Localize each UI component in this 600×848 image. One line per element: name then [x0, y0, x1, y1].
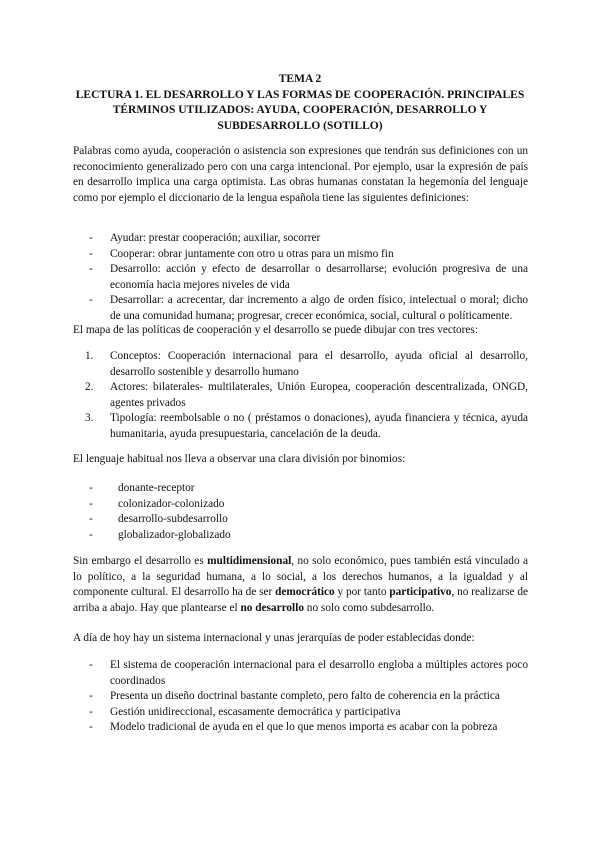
vectors-list: [73, 349, 528, 442]
list-item: - globalizador-globalizado: [89, 528, 231, 541]
list-item: - desarrollo-subdesarrollo: [89, 513, 228, 525]
list-item: - Presenta un diseño doctrinal bastante completo, pero falto de coherencia en la práctica: [89, 690, 500, 702]
heading-line: LECTURA 1. EL DESARROLLO Y LAS FORMAS DE COOPERACIÓN. PRINCIPALES: [75, 88, 525, 101]
system-list: [73, 658, 528, 736]
list-item: - Modelo tradicional de ayuda en el que lo que menos importa es acabar con la pobreza: [89, 721, 498, 733]
multidimensional-paragraph: Sin embargo el desarrollo es multidimensional, no solo económico, pues también está vinculado a lo político, a la seguridad humana, a lo social, a los derechos humanos, a la igualdad y al componente cultural. El desarrollo ha de ser democrático y por tanto participativo, no realizarse de arriba a abajo. Hay que plantearse el no desarrollo no solo como subdesarrollo.: [73, 555, 529, 614]
heading-line: TÉRMINOS UTILIZADOS: AYUDA, COOPERACIÓN, DESARROLLO Y: [112, 104, 488, 116]
list-item: 3. Tipología: reembolsable o no ( préstamos o donaciones), ayuda financiera y técnica, ayuda humanitaria, ayuda presupuestaria, cancelación de la deuda.: [85, 412, 528, 440]
list-item: - colonizador-colonizado: [89, 497, 225, 510]
list-item: - Desarrollo: acción y efecto de desarrollar o desarrollarse; evolución progresiva de una economía hacia mejores niveles de vida: [89, 263, 528, 291]
system-paragraph: A día de hoy hay un sistema internacional y unas jerarquías de poder establecidas donde:: [73, 632, 475, 644]
intro-paragraph: Palabras como ayuda, cooperación o asistencia son expresiones que tendrán sus definiciones con un reconocimiento generalizado pero con una carga intencional. Por ejemplo, usar la expresión de país en desarrollo implica una carga optimista. Las obras humanas constatan la hegemonía del lenguaje como por ejemplo el diccionario de la lengua española tiene las siguientes definiciones:: [73, 145, 528, 204]
vectors-paragraph: El mapa de las políticas de cooperación y el desarrollo se puede dibujar con tres vectores:: [73, 324, 478, 336]
document-title: [60, 72, 540, 134]
heading-line: SUBDESARROLLO (SOTILLO): [217, 119, 383, 132]
list-item: 1. Conceptos: Cooperación internacional para el desarrollo, ayuda oficial al desarrollo, desarrollo sostenible y desarrollo humano: [85, 350, 528, 378]
binomios-paragraph: El lenguaje habitual nos lleva a observar una clara división por binomios:: [73, 453, 406, 465]
list-item: 2. Actores: bilaterales- multilaterales, Unión Europea, cooperación descentralizada, ONGD, agentes privados: [85, 381, 528, 409]
list-item: - Cooperar: obrar juntamente con otro u otras para un mismo fin: [89, 247, 394, 260]
list-item: - El sistema de cooperación internacional para el desarrollo engloba a múltiples actores poco coordinados: [89, 659, 528, 687]
binomios-list: [73, 481, 528, 543]
list-item: - Gestión unidireccional, escasamente democrática y participativa: [89, 705, 401, 718]
list-item: - donante-receptor: [89, 482, 195, 494]
list-item: - Ayudar: prestar cooperación; auxiliar, socorrer: [89, 232, 321, 244]
topic-label: TEMA 2: [278, 73, 322, 85]
list-item: - Desarrollar: a acrecentar, dar incremento a algo de orden físico, intelectual o moral; dicho de una comunidad humana; progresar, crecer económica, social, cultural o políticamente.: [89, 294, 528, 322]
definitions-list: [73, 231, 528, 324]
